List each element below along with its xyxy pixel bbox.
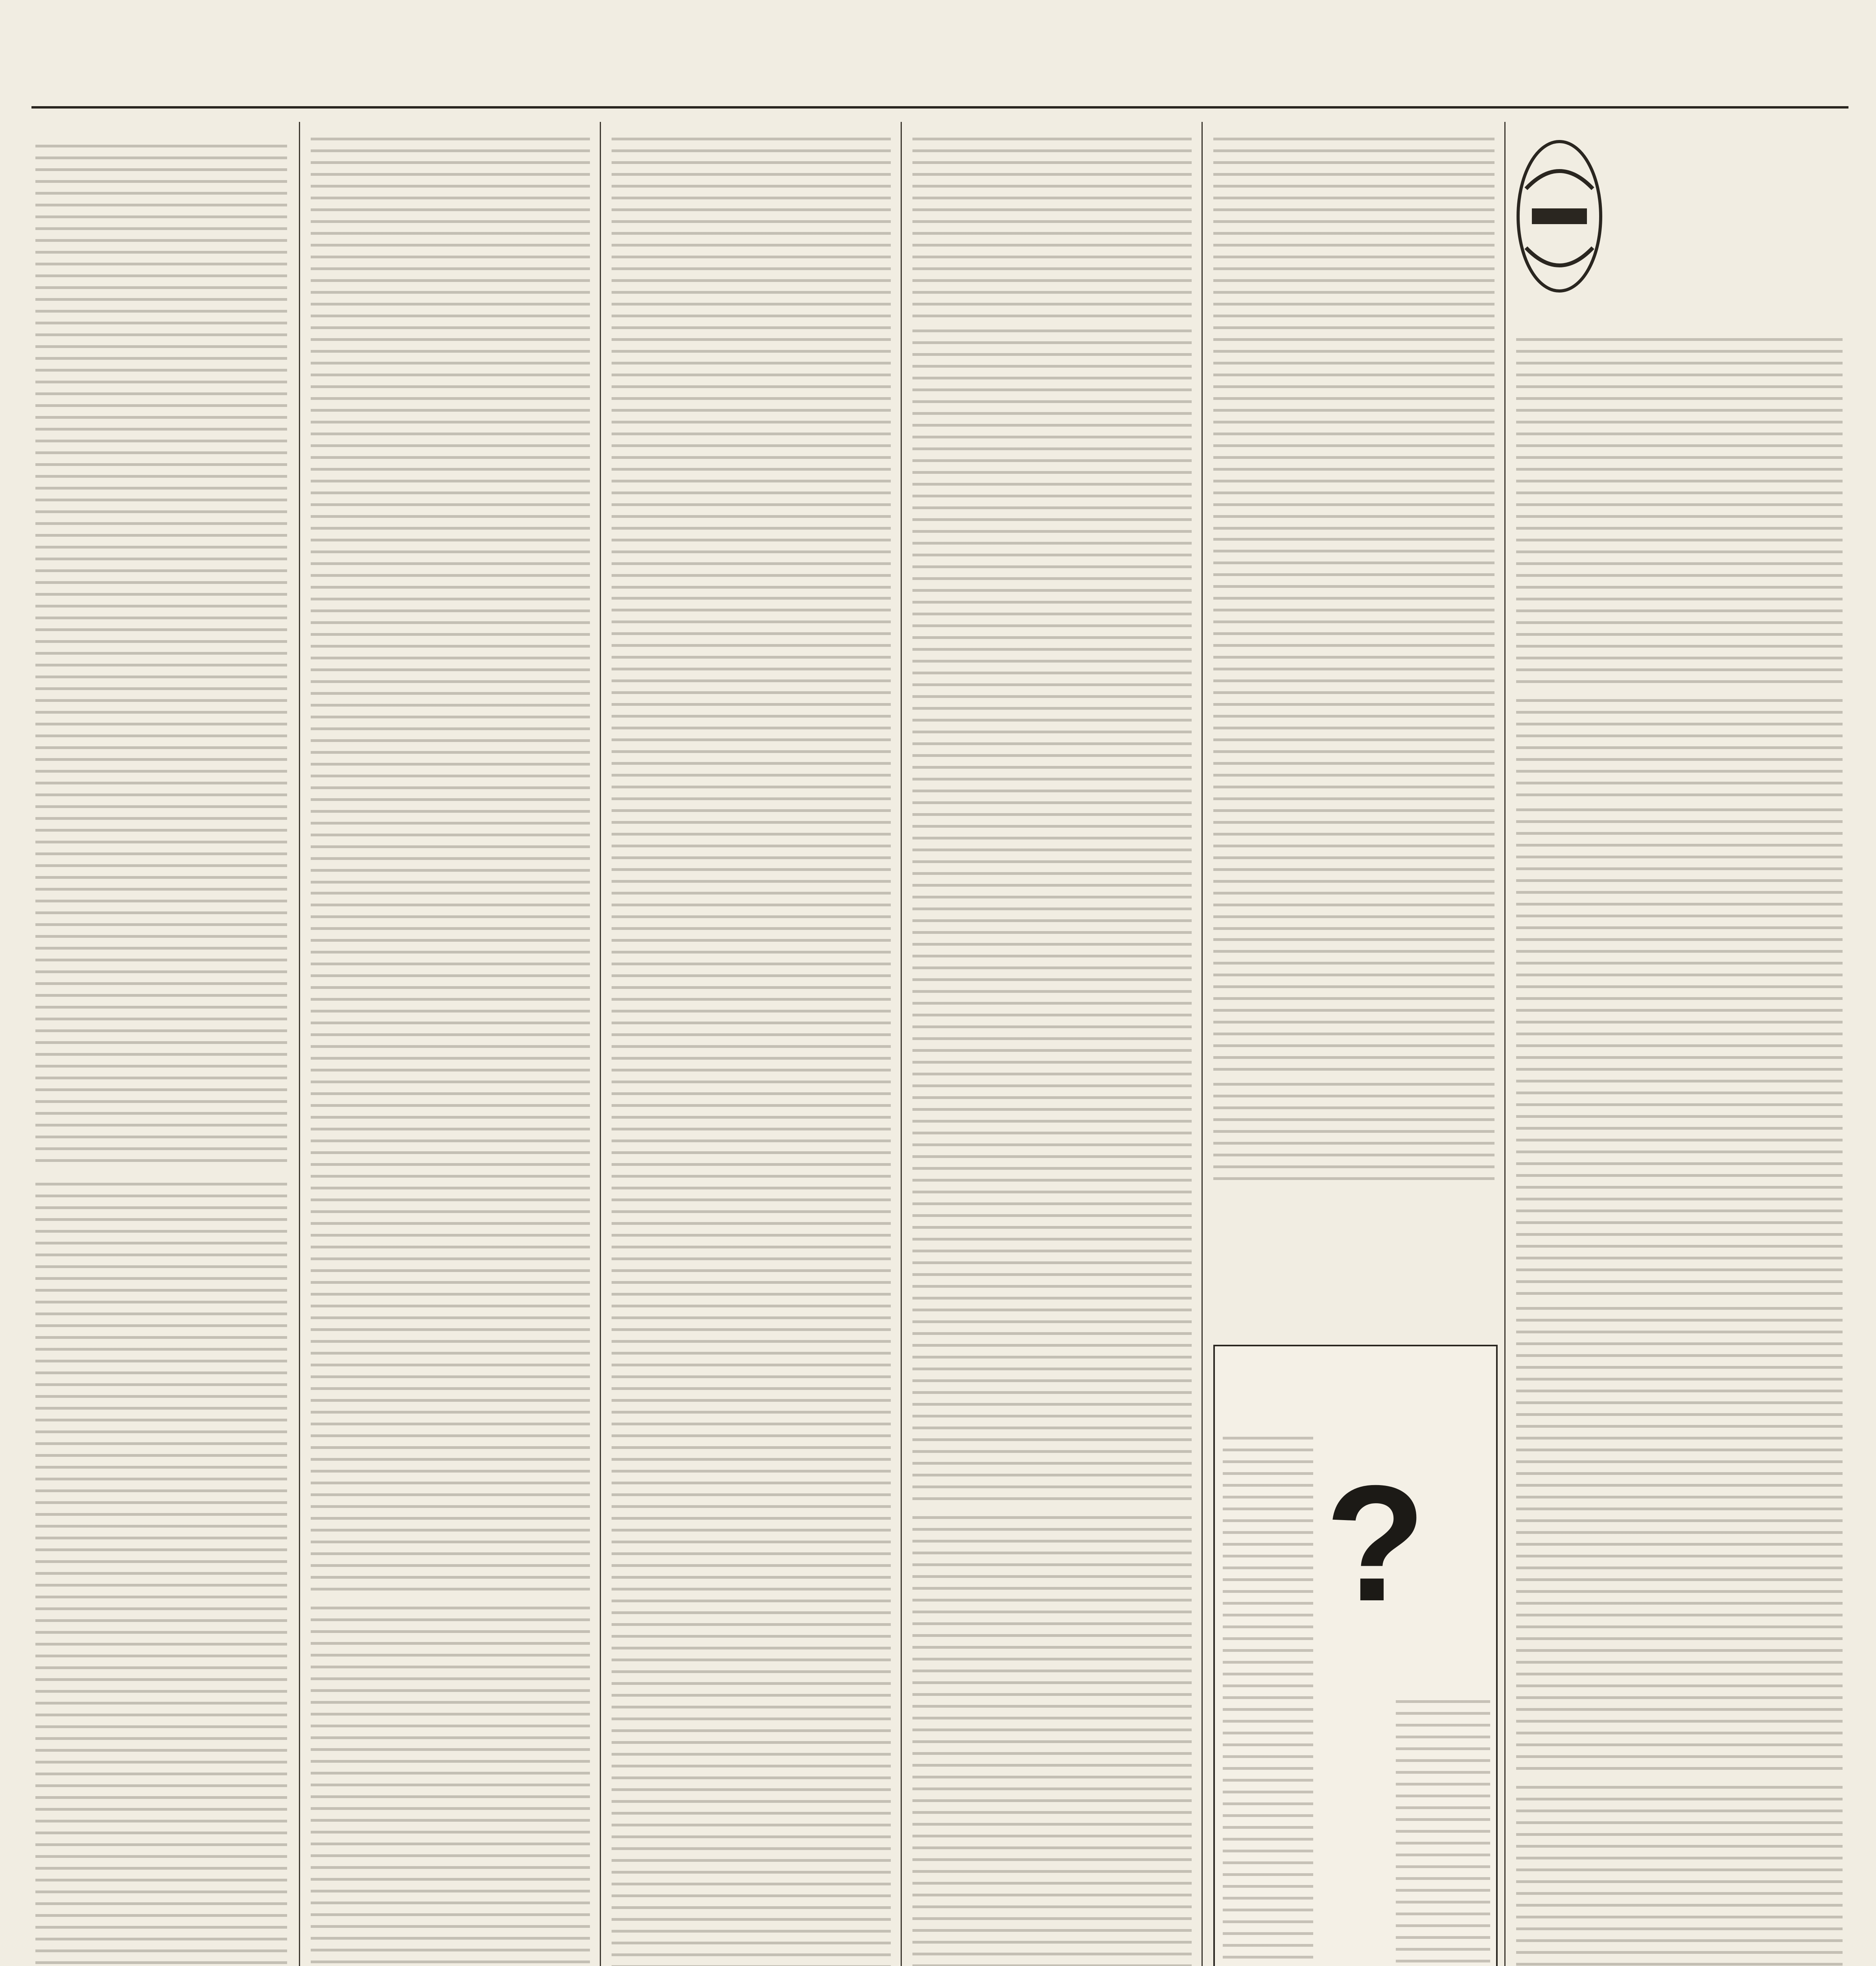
article-text [912, 138, 1192, 322]
question-mark-graphic: ? [1325, 1451, 1426, 1636]
article-text [1516, 1786, 1843, 1966]
koenig-tonic-logo [1514, 130, 1605, 334]
tonic-emblem-icon [1514, 130, 1605, 334]
column-4 [912, 138, 1192, 1966]
article-text [1213, 538, 1495, 931]
article-text [311, 1607, 590, 1966]
column-1 [35, 138, 287, 1966]
article-text [612, 597, 891, 1966]
flour-ad-text [1213, 1083, 1495, 1185]
article-text [35, 1183, 287, 1966]
article-text [1516, 1307, 1843, 1779]
article-text [311, 892, 590, 1600]
poem-text [35, 145, 287, 1167]
column-rule-1 [299, 122, 300, 1966]
article-text [1213, 138, 1495, 531]
article-text [1516, 338, 1843, 692]
column-rule-4 [1202, 122, 1203, 1966]
article-text [1213, 938, 1495, 1076]
column-rule-2 [600, 122, 601, 1966]
railway-advertisement [1213, 1345, 1498, 1966]
newspaper-masthead [0, 51, 1876, 98]
article-text [912, 1516, 1192, 1966]
column-2 [311, 138, 590, 1966]
column-3 [612, 138, 891, 1966]
ad-text [1396, 1700, 1490, 1966]
column-rule-3 [901, 122, 902, 1966]
article-text [311, 138, 590, 885]
article-text [1516, 808, 1843, 1300]
column-rule-5 [1504, 122, 1506, 1966]
article-text [912, 330, 1192, 1509]
masthead-rule [31, 106, 1848, 109]
article-text [1516, 699, 1843, 801]
article-text [612, 138, 891, 590]
ad-text [1223, 1437, 1313, 1966]
column-6 [1516, 338, 1843, 1966]
